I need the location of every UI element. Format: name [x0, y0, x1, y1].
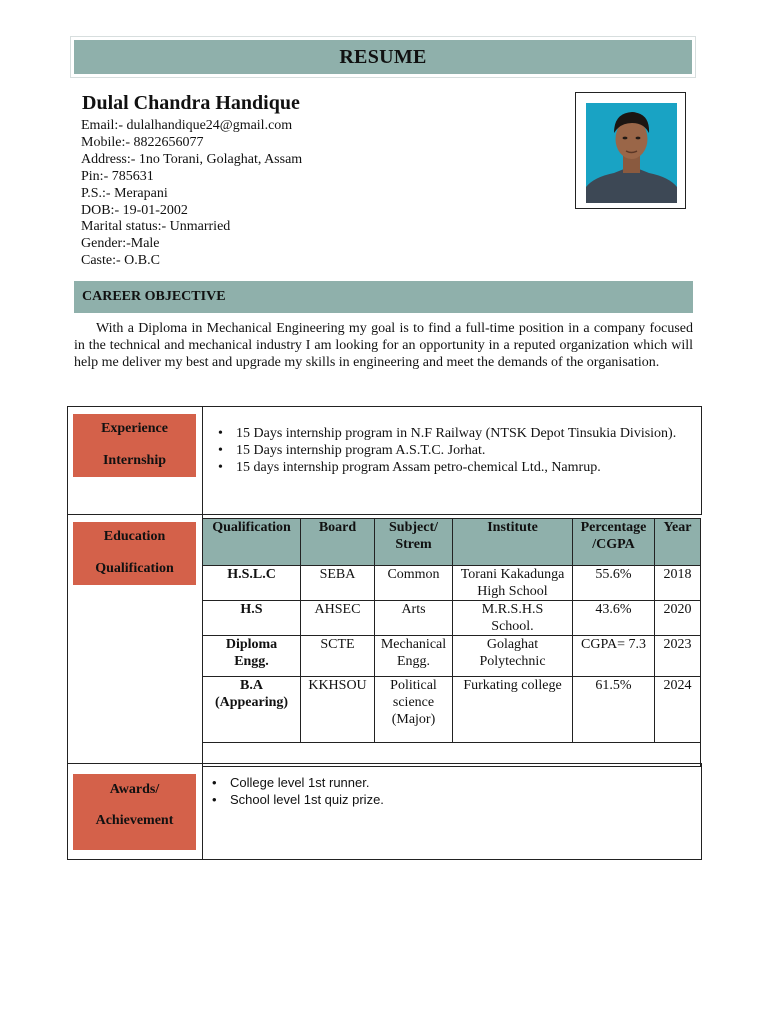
- cell-percentage: 55.6%: [573, 566, 655, 601]
- caste-line: Caste:- O.B.C: [81, 253, 160, 269]
- col-board: Board: [301, 519, 375, 566]
- col-qualification: Qualification: [203, 519, 301, 566]
- col-percentage: Percentage /CGPA: [573, 519, 655, 566]
- col-year: Year: [655, 519, 701, 566]
- cell-institute: M.R.S.H.S School.: [453, 601, 573, 636]
- table-empty-row: [203, 743, 701, 767]
- cell-year: 2020: [655, 601, 701, 636]
- table-row: [203, 677, 701, 743]
- career-objective-heading: CAREER OBJECTIVE: [74, 281, 693, 313]
- grid-line: [701, 406, 702, 514]
- grid-line: [701, 763, 702, 860]
- awards-badge: [73, 774, 196, 850]
- resume-title: RESUME: [74, 40, 692, 74]
- cell-institute: Furkating college: [453, 677, 573, 743]
- education-badge: [73, 522, 196, 585]
- table-header-row: [203, 519, 701, 566]
- cell-percentage: CGPA= 7.3: [573, 636, 655, 677]
- cell-board: SCTE: [301, 636, 375, 677]
- cell-subject: Political science (Major): [375, 677, 453, 743]
- empty-cell: [203, 743, 701, 767]
- career-objective-text: With a Diploma in Mechanical Engineering my goal is to find a full-time position in a company focused in the technical and mechanical industry I am looking for an opportunity in a reputed organization which will help me deliver my best and upgrade my skills in engineering and meet the demands of the organisation.: [74, 321, 693, 370]
- dob-line: DOB:- 19-01-2002: [81, 202, 188, 218]
- cell-qualification: B.A (Appearing): [203, 677, 301, 743]
- police-station-line: P.S.:- Merapani: [81, 185, 168, 201]
- education-table: [202, 518, 701, 767]
- cell-board: SEBA: [301, 566, 375, 601]
- experience-list: [212, 425, 676, 476]
- list-item: • 15 Days internship program in N.F Railway (NTSK Depot Tinsukia Division).: [212, 425, 676, 442]
- cell-subject: Arts: [375, 601, 453, 636]
- education-label: Education: [103, 529, 166, 544]
- cell-qualification: Diploma Engg.: [203, 636, 301, 677]
- cell-subject: Mechanical Engg.: [375, 636, 453, 677]
- list-item: • 15 days internship program Assam petro-chemical Ltd., Namrup.: [212, 459, 676, 476]
- cell-institute: Torani Kakadunga High School: [453, 566, 573, 601]
- address-line: Address:- 1no Torani, Golaghat, Assam: [81, 151, 303, 167]
- gender-line: Gender:-Male: [81, 236, 160, 252]
- col-subject: Subject/ Strem: [375, 519, 453, 566]
- awards-label: Awards/: [109, 782, 160, 797]
- cell-year: 2018: [655, 566, 701, 601]
- pin-line: Pin:- 785631: [81, 168, 154, 184]
- col-institute: Institute: [453, 519, 573, 566]
- cell-institute: Golaghat Polytechnic: [453, 636, 573, 677]
- table-row: [203, 566, 701, 601]
- list-item: • 15 Days internship program A.S.T.C. Jorhat.: [212, 442, 676, 459]
- grid-line: [67, 406, 68, 860]
- mobile-line: Mobile:- 8822656077: [81, 134, 204, 150]
- grid-line: [67, 406, 702, 407]
- cell-qualification: H.S: [203, 601, 301, 636]
- table-row: [203, 601, 701, 636]
- qualification-label: Qualification: [95, 561, 174, 576]
- cell-year: 2024: [655, 677, 701, 743]
- grid-line: [67, 859, 702, 860]
- cell-percentage: 61.5%: [573, 677, 655, 743]
- cell-board: KKHSOU: [301, 677, 375, 743]
- cell-board: AHSEC: [301, 601, 375, 636]
- cell-qualification: H.S.L.C: [203, 566, 301, 601]
- cell-percentage: 43.6%: [573, 601, 655, 636]
- experience-badge: [73, 414, 196, 477]
- grid-line: [67, 514, 702, 515]
- list-item: • College level 1st runner.: [206, 774, 384, 791]
- email-line: Email:- dulalhandique24@gmail.com: [81, 118, 293, 133]
- table-row: [203, 636, 701, 677]
- experience-label: Experience: [101, 421, 168, 436]
- cell-year: 2023: [655, 636, 701, 677]
- contact-details: [81, 118, 302, 270]
- list-item: • School level 1st quiz prize.: [206, 791, 384, 808]
- awards-list: [206, 774, 384, 808]
- applicant-name: Dulal Chandra Handique: [82, 92, 300, 114]
- marital-status-line: Marital status:- Unmarried: [81, 219, 231, 235]
- internship-label: Internship: [102, 453, 167, 468]
- profile-photo: [586, 103, 677, 203]
- cell-subject: Common: [375, 566, 453, 601]
- achievement-label: Achievement: [95, 813, 174, 828]
